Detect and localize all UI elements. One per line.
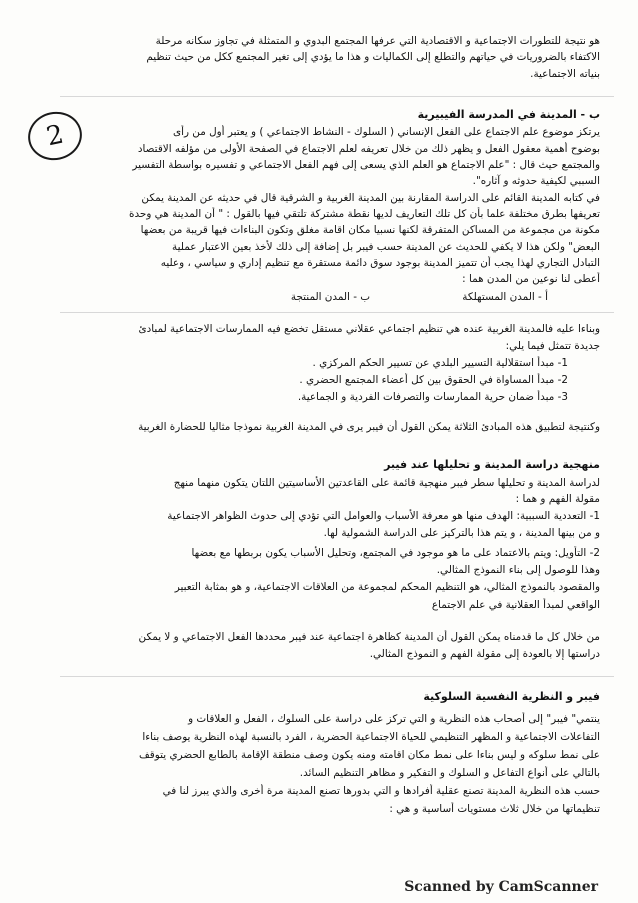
section-number-circle: 2 [24, 107, 87, 165]
section-heading: فيبر و النظرية النفسية السلوكية [423, 690, 600, 703]
section-heading: ب - المدينة في المدرسة الفيبيرية [417, 108, 600, 121]
text-line: السببي لكيفية حدوثه و آثاره". [472, 175, 600, 187]
text-line: بوضوح أهمية معقول الفعل و يظهر ذلك من خلال تعريفه لعلم الاجتماع في الصفحة الأولى من مؤلفه الاقتصاد [137, 143, 600, 155]
principle-item: 3- مبدأ ضمان حرية الممارسات والتصرفات الفردية و الجماعية. [297, 391, 568, 403]
text-line: البعض" ولكن هذا لا يكفي للحديث عن المدينة حسب فيبر بل إضافة إلى ذلك لأخذ بعين الاعتبار عملية [172, 241, 600, 253]
text-line: وبناءا عليه فالمدينة الغربية عنده هي تنظيم اجتماعي عقلاني مستقل تخضع فيه الممارسات الاجتماعية لمبادئ [138, 323, 600, 335]
text-line: تنظيماتها من خلال ثلاث مستويات أساسية و هي : [389, 803, 600, 815]
text-line: والمجتمع حيث قال : "علم الاجتماع هو العلم الذي يسعى إلى فهم الفعل الاجتماعي و تفسيره بواسطة التفسير [132, 159, 600, 171]
text-line: لدراسة المدينة و تحليلها سطر فيبر منهجية قائمة على القاعدتين الأساسيتين اللتان يتكون منهما منهج [173, 477, 600, 489]
section-heading: منهجية دراسة المدينة و تحليلها عند فيبر [384, 458, 600, 471]
text-line: هو نتيجة للتطورات الاجتماعية و الاقتصادية التي عرفها المجتمع البدوي و المتمثلة في تجاوز سكانه مرحلة [155, 35, 600, 47]
text-line: الاكتفاء بالضروريات في حياتهم والتطلع إلى الكماليات و هذا ما يؤدي إلى تغير المجتمع ككل من حيث تنظيم [146, 51, 600, 63]
city-types [160, 290, 548, 304]
text-line: الواقعي لمبدأ العقلانية في علم الاجتماع [431, 599, 600, 611]
text-line: مقولة الفهم و هما : [515, 493, 600, 505]
text-line: ينتمي" فيبر" إلى أصحاب هذه النظرية و التي تركز على دراسة على السلوك ، الفعل و العلاقات و [188, 713, 600, 725]
city-type-producer: ب - المدن المنتجة [290, 291, 371, 303]
text-line: مكونة من مجموعة من المساكن المتفرقة لكنها نسبيا مكان اقامة مغلق وتكون البناءات فيها قريبة من بعضها [140, 224, 600, 236]
text-line: والمقصود بالنموذج المثالي، هو التنظيم المحكم لمجموعة من العلاقات الاجتماعية، و هو بمثابة التعبير [174, 581, 600, 593]
text-line: 1- التعددية السببية: الهدف منها هو معرفة الأسباب والعوامل التي تؤدي إلى حدوث الظواهر الاجتماعية [167, 510, 600, 522]
text-line: وهذا للوصول إلى بناء النموذج المثالي. [436, 564, 600, 576]
ruled-line [60, 676, 614, 677]
city-type-consumer: أ - المدن المستهلكة [462, 291, 548, 303]
text-line: على نمط سلوكه و ليس بناءا على نمط مكان اقامته ومنه يكون وصف منطقة الإقامة بالطابع الحضري يتوقف [139, 749, 600, 761]
text-line: بالتالي على أنواع التفاعل و السلوك و التفكير و مظاهر التنظيم السائد. [299, 767, 600, 779]
text-line: و من بينها المدينة ، و يتم هذا بالتركيز على الدراسة الشمولية لها. [323, 527, 600, 539]
principle-item: 1- مبدأ استقلالية التسيير البلدي عن تسيير الحكم المركزي . [312, 357, 568, 369]
ruled-line [60, 312, 614, 313]
scanner-watermark: Scanned by CamScanner [404, 879, 598, 895]
text-line: التفاعلات الاجتماعية و المظهر التنظيمي للحياة الاجتماعية الحضرية ، الفرد بالنسبة لهذه النظرية يوصف بناءا [142, 731, 600, 743]
text-line: حسب هذه النظرية المدينة تصنع عقلية أفرادها و التي بدورها تصنع المدينة مرة أخرى والذي يبرز لنا في [162, 785, 600, 797]
text-line: التبادل التجاري لهذا يجب أن تتميز المدينة بوجود سوق دائمة مستقرة مع تنظيم إداري و سياسي ، وعليه [160, 257, 600, 269]
text-line: في كتابه المدينة القائم على الدراسة المقارنة بين المدينة الغربية و الشرقية قال في حديثه عن المدينة يمكن [141, 192, 600, 204]
text-line: جديدة تتمثل فيما يلي: [505, 340, 600, 352]
text-line: أعطى لنا نوعين من المدن هما : [462, 273, 600, 285]
text-line: بنياته الاجتماعية. [530, 68, 600, 80]
ruled-line [60, 96, 614, 97]
text-line: يرتكز موضوع علم الاجتماع على الفعل الإنساني ( السلوك - النشاط الاجتماعي ) و يعتبر أول من رأى [172, 126, 600, 138]
text-line: تعريفها بطرق مختلفة علما بأن كل تلك التعاريف لديها نقطة مشتركة تلتقي فيها بالقول : " أن المدينة هي وحدة [129, 208, 600, 220]
text-line: وكنتيجة لتطبيق هذه المبادئ الثلاثة يمكن القول أن فيبر يرى في المدينة الغربية نموذجا مثاليا للحضارة الغربية [138, 421, 600, 433]
text-line: من خلال كل ما قدمناه يمكن القول أن المدينة كظاهرة اجتماعية عند فيبر محددها الفعل الاجتماعي و لا يمكن [138, 631, 600, 643]
text-line: 2- التأويل: ويتم بالاعتماد على ما هو موجود في المجتمع، وتحليل الأسباب يكون بربطها مع بعضها [191, 547, 600, 559]
text-line: دراستها إلا بالعودة إلى مقولة الفهم و النموذج المثالي. [369, 648, 600, 660]
principle-item: 2- مبدأ المساواة في الحقوق بين كل أعضاء المجتمع الحضري . [299, 374, 568, 386]
